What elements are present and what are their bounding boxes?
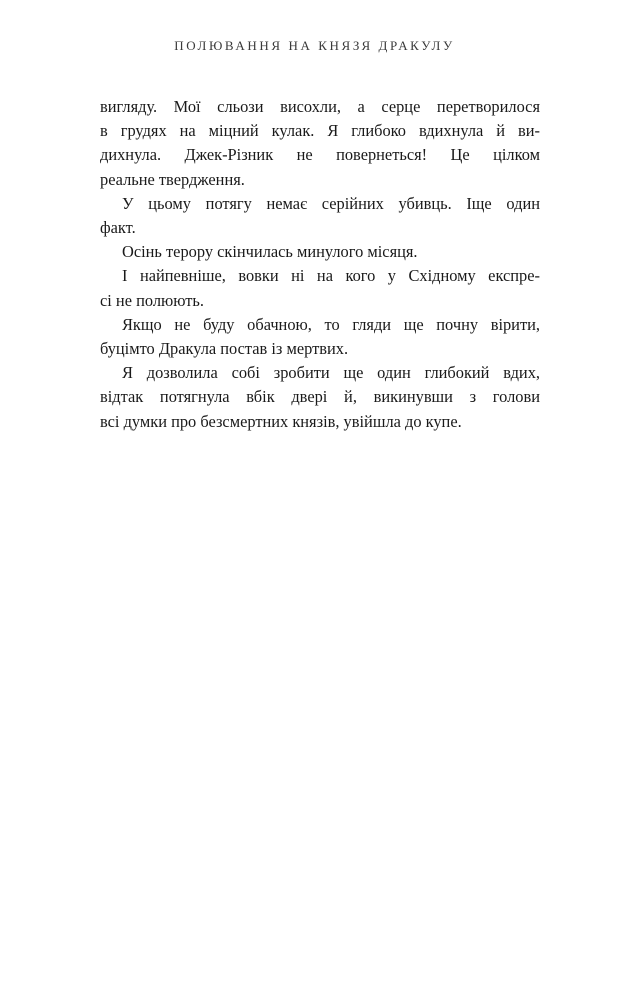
- running-head-title: ПОЛЮВАННЯ НА КНЯЗЯ ДРАКУЛУ: [174, 38, 455, 53]
- text-line: У цьому потягу немає серійних убивць. Іще один: [122, 193, 540, 213]
- text-line: буцімто Дракула постав із мертвих.: [100, 339, 349, 359]
- text-line: сі не полюють.: [100, 290, 205, 310]
- paragraph: [100, 361, 540, 434]
- paragraph: [100, 313, 540, 361]
- text-line: факт.: [100, 218, 136, 238]
- text-line: вигляду. Мої сльози висохли, а серце перетворилося: [100, 97, 540, 116]
- text-line: всі думки про безсмертних князів, увійшла до купе.: [100, 411, 462, 431]
- text-line: І найпевніше, вовки ні на кого у Східному експре-: [122, 266, 540, 286]
- paragraph: [100, 95, 540, 192]
- paragraph: [100, 192, 540, 240]
- paragraph: [100, 240, 540, 264]
- paragraph: [100, 264, 540, 312]
- text-line: дихнула. Джек-Різник не повернеться! Це цілком: [100, 145, 540, 165]
- text-line: Якщо не буду обачною, то гляди ще почну вірити,: [122, 314, 540, 334]
- text-line: реальне твердження.: [100, 169, 245, 189]
- text-line: відтак потягнула вбік двері й, викинувши з голови: [100, 387, 540, 407]
- body-text: [100, 95, 540, 434]
- text-line: Осінь терору скінчилась минулого місяця.: [122, 242, 418, 262]
- text-line: Я дозволила собі зробити ще один глибокий вдих,: [122, 363, 540, 383]
- text-line: в грудях на міцний кулак. Я глибоко вдихнула й ви-: [100, 121, 540, 141]
